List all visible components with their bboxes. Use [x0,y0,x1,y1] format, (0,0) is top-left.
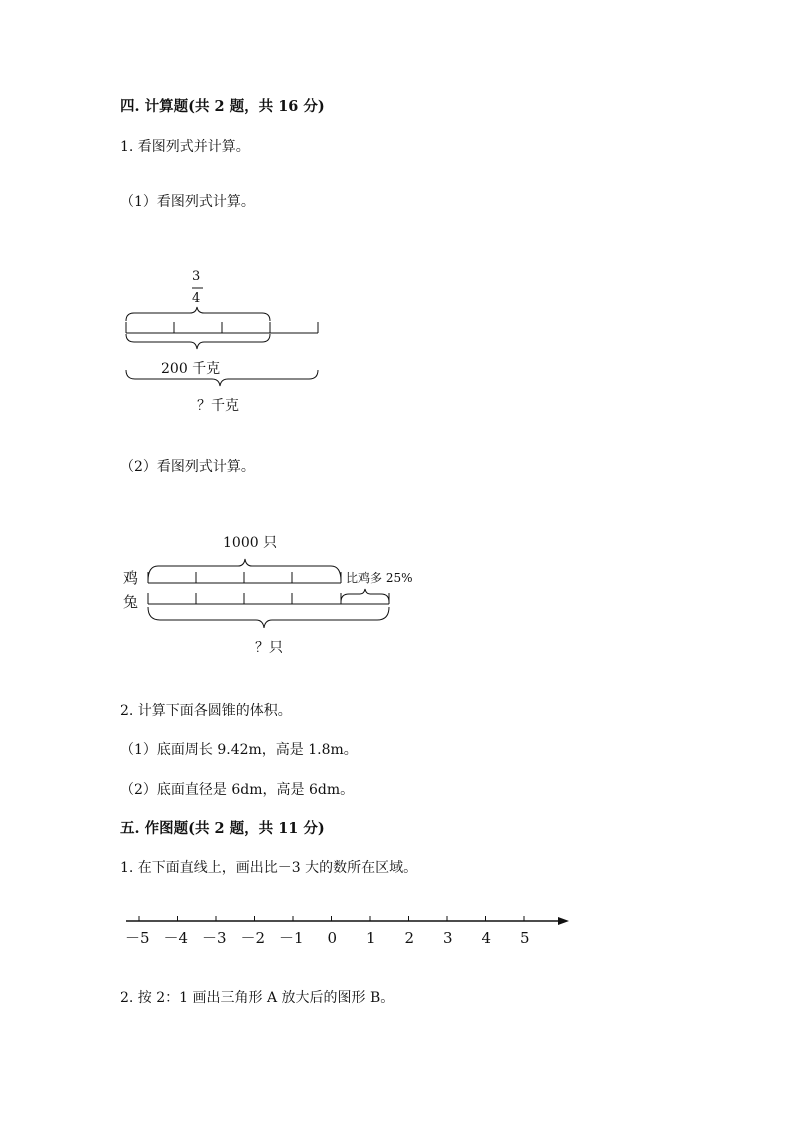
number-line-label: －2 [240,929,266,947]
s5-q2-title: 2. 按 2：1 画出三角形 A 放大后的图形 B。 [120,990,395,1006]
number-line-label: 3 [443,929,453,947]
label-chicken-total: 1000 只 [223,535,278,551]
q1-sub2-title: （2）看图列式计算。 [120,459,255,475]
q2-item1: （1）底面周长 9.42m，高是 1.8m。 [120,742,358,758]
q2-title: 2. 计算下面各圆锥的体积。 [120,703,292,719]
arrow-head-icon [558,917,569,925]
rabbit-total-brace [148,607,389,628]
chicken-brace [148,559,341,581]
row-label-rabbit: 兔 [123,593,139,611]
top-brace [126,307,270,321]
extra-brace [341,589,389,602]
total-brace [126,370,318,386]
number-line-label: 0 [327,929,338,947]
row-label-chicken: 鸡 [123,569,139,587]
number-line-label: －1 [279,929,304,947]
label-total: ？千克 [197,398,239,414]
number-line-label: 4 [481,929,492,947]
part-brace [126,334,270,349]
label-extra: 比鸡多 25% [346,571,413,585]
number-line-label: 1 [366,929,376,947]
number-line-label: －5 [125,929,150,947]
section5-heading: 五. 作图题(共 2 题，共 11 分) [120,820,325,837]
label-rabbit-total: ？只 [255,640,283,656]
fraction-numerator: 3 [192,269,201,284]
number-line-label: －4 [163,929,189,947]
q2-item2: （2）底面直径是 6dm，高是 6dm。 [120,782,355,798]
number-line-label: 2 [404,929,415,947]
fraction-denominator: 4 [192,291,201,306]
q1-sub1-title: （1）看图列式计算。 [120,194,255,210]
q1-title: 1. 看图列式并计算。 [120,139,250,155]
section4-heading: 四. 计算题(共 2 题，共 16 分) [120,98,325,115]
number-line-label: 5 [520,929,530,947]
number-line-label: －3 [202,929,227,947]
label-part: 200 千克 [161,361,221,377]
s5-q1-title: 1. 在下面直线上，画出比－3 大的数所在区域。 [120,860,418,876]
